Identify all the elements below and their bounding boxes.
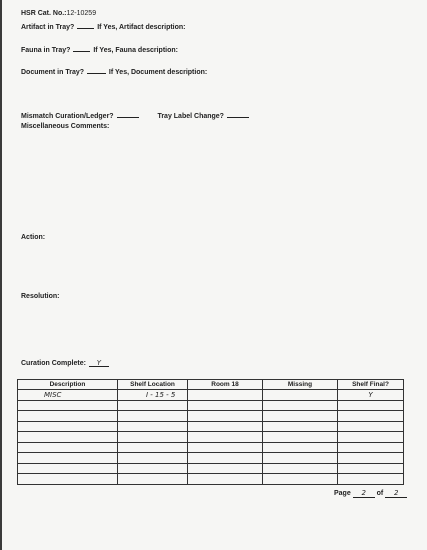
table-cell[interactable] [188, 411, 263, 422]
page-total: 2 [385, 489, 407, 498]
table-cell[interactable] [18, 432, 118, 443]
table-cell[interactable] [338, 474, 404, 485]
table-cell[interactable]: Y [338, 390, 404, 401]
page-number: 2 [353, 489, 375, 498]
col-header-description: Description [18, 380, 118, 390]
table-cell[interactable] [18, 463, 118, 474]
table-cell[interactable] [188, 453, 263, 464]
table-cell[interactable] [118, 411, 188, 422]
table-row [18, 463, 404, 474]
col-header-room-18: Room 18 [188, 380, 263, 390]
artifact-label: Artifact in Tray? [21, 24, 75, 31]
mismatch-label: Mismatch Curation/Ledger? [21, 113, 114, 120]
table-cell[interactable] [263, 463, 338, 474]
table-cell[interactable] [263, 442, 338, 453]
table-cell[interactable] [188, 421, 263, 432]
mismatch-answer-field[interactable] [117, 110, 139, 118]
table-cell[interactable] [263, 390, 338, 401]
document-question [21, 66, 207, 76]
fauna-followup-label: If Yes, Fauna description: [93, 47, 178, 54]
table-cell[interactable] [263, 474, 338, 485]
resolution-label: Resolution: [21, 293, 60, 300]
table-cell[interactable] [118, 432, 188, 443]
table-cell[interactable] [263, 453, 338, 464]
table-cell[interactable] [338, 453, 404, 464]
table-row [18, 432, 404, 443]
fauna-label: Fauna in Tray? [21, 47, 71, 54]
table-cell[interactable] [263, 400, 338, 411]
tray-contents-table [17, 379, 404, 485]
table-cell[interactable] [118, 421, 188, 432]
tray-label-change-label: Tray Label Change? [157, 113, 224, 120]
tray-label-answer-field[interactable] [227, 110, 249, 118]
table-cell[interactable] [338, 411, 404, 422]
table-cell[interactable] [18, 474, 118, 485]
table-cell[interactable]: MISC [18, 390, 118, 401]
catalog-number-line [21, 10, 96, 17]
document-label: Document in Tray? [21, 69, 85, 76]
artifact-answer-field[interactable] [77, 21, 94, 29]
table-cell[interactable] [18, 411, 118, 422]
table-cell[interactable] [263, 411, 338, 422]
curation-complete-label: Curation Complete: [21, 360, 86, 367]
table-row [18, 400, 404, 411]
table-cell[interactable] [338, 463, 404, 474]
page-label: Page [334, 490, 351, 497]
table-cell[interactable] [188, 463, 263, 474]
table-cell[interactable]: I - 15 - 5 [118, 390, 188, 401]
table-row [18, 474, 404, 485]
table-cell[interactable] [118, 442, 188, 453]
fauna-question [21, 44, 178, 54]
curation-complete-line [21, 359, 110, 367]
artifact-followup-label: If Yes, Artifact description: [97, 24, 186, 31]
artifact-question [21, 21, 186, 31]
curation-complete-value[interactable]: Y [89, 359, 109, 367]
table-cell[interactable] [338, 442, 404, 453]
table-cell[interactable] [118, 463, 188, 474]
col-header-missing: Missing [263, 380, 338, 390]
table-cell[interactable] [188, 442, 263, 453]
table-cell[interactable] [118, 400, 188, 411]
col-header-shelf-final: Shelf Final? [338, 380, 404, 390]
catalog-number-label: HSR Cat. No.: [21, 10, 67, 17]
table-cell[interactable] [188, 390, 263, 401]
table-row [18, 411, 404, 422]
table-cell[interactable] [118, 474, 188, 485]
mismatch-line [21, 110, 250, 120]
table-row [18, 453, 404, 464]
table-row [18, 421, 404, 432]
action-label: Action: [21, 234, 46, 241]
page-counter [334, 489, 407, 498]
table-cell[interactable] [338, 400, 404, 411]
document-followup-label: If Yes, Document description: [108, 69, 208, 76]
table-cell[interactable] [338, 432, 404, 443]
page-edge [0, 0, 2, 550]
table-cell[interactable] [263, 421, 338, 432]
table-header-row [18, 380, 404, 390]
of-label: of [376, 490, 384, 497]
comments-label: Miscellaneous Comments: [21, 123, 110, 130]
table-cell[interactable] [18, 442, 118, 453]
table-cell[interactable] [263, 432, 338, 443]
document-answer-field[interactable] [87, 66, 106, 74]
table-cell[interactable] [18, 453, 118, 464]
table-cell[interactable] [188, 400, 263, 411]
catalog-number-value: 12-10259 [66, 10, 97, 17]
table-row [18, 390, 404, 401]
table-cell[interactable] [18, 421, 118, 432]
table-cell[interactable] [188, 474, 263, 485]
col-header-shelf-location: Shelf Location [118, 380, 188, 390]
fauna-answer-field[interactable] [73, 44, 90, 52]
table-cell[interactable] [18, 400, 118, 411]
table-cell[interactable] [118, 453, 188, 464]
table-cell[interactable] [338, 421, 404, 432]
table-cell[interactable] [188, 432, 263, 443]
table-row [18, 442, 404, 453]
